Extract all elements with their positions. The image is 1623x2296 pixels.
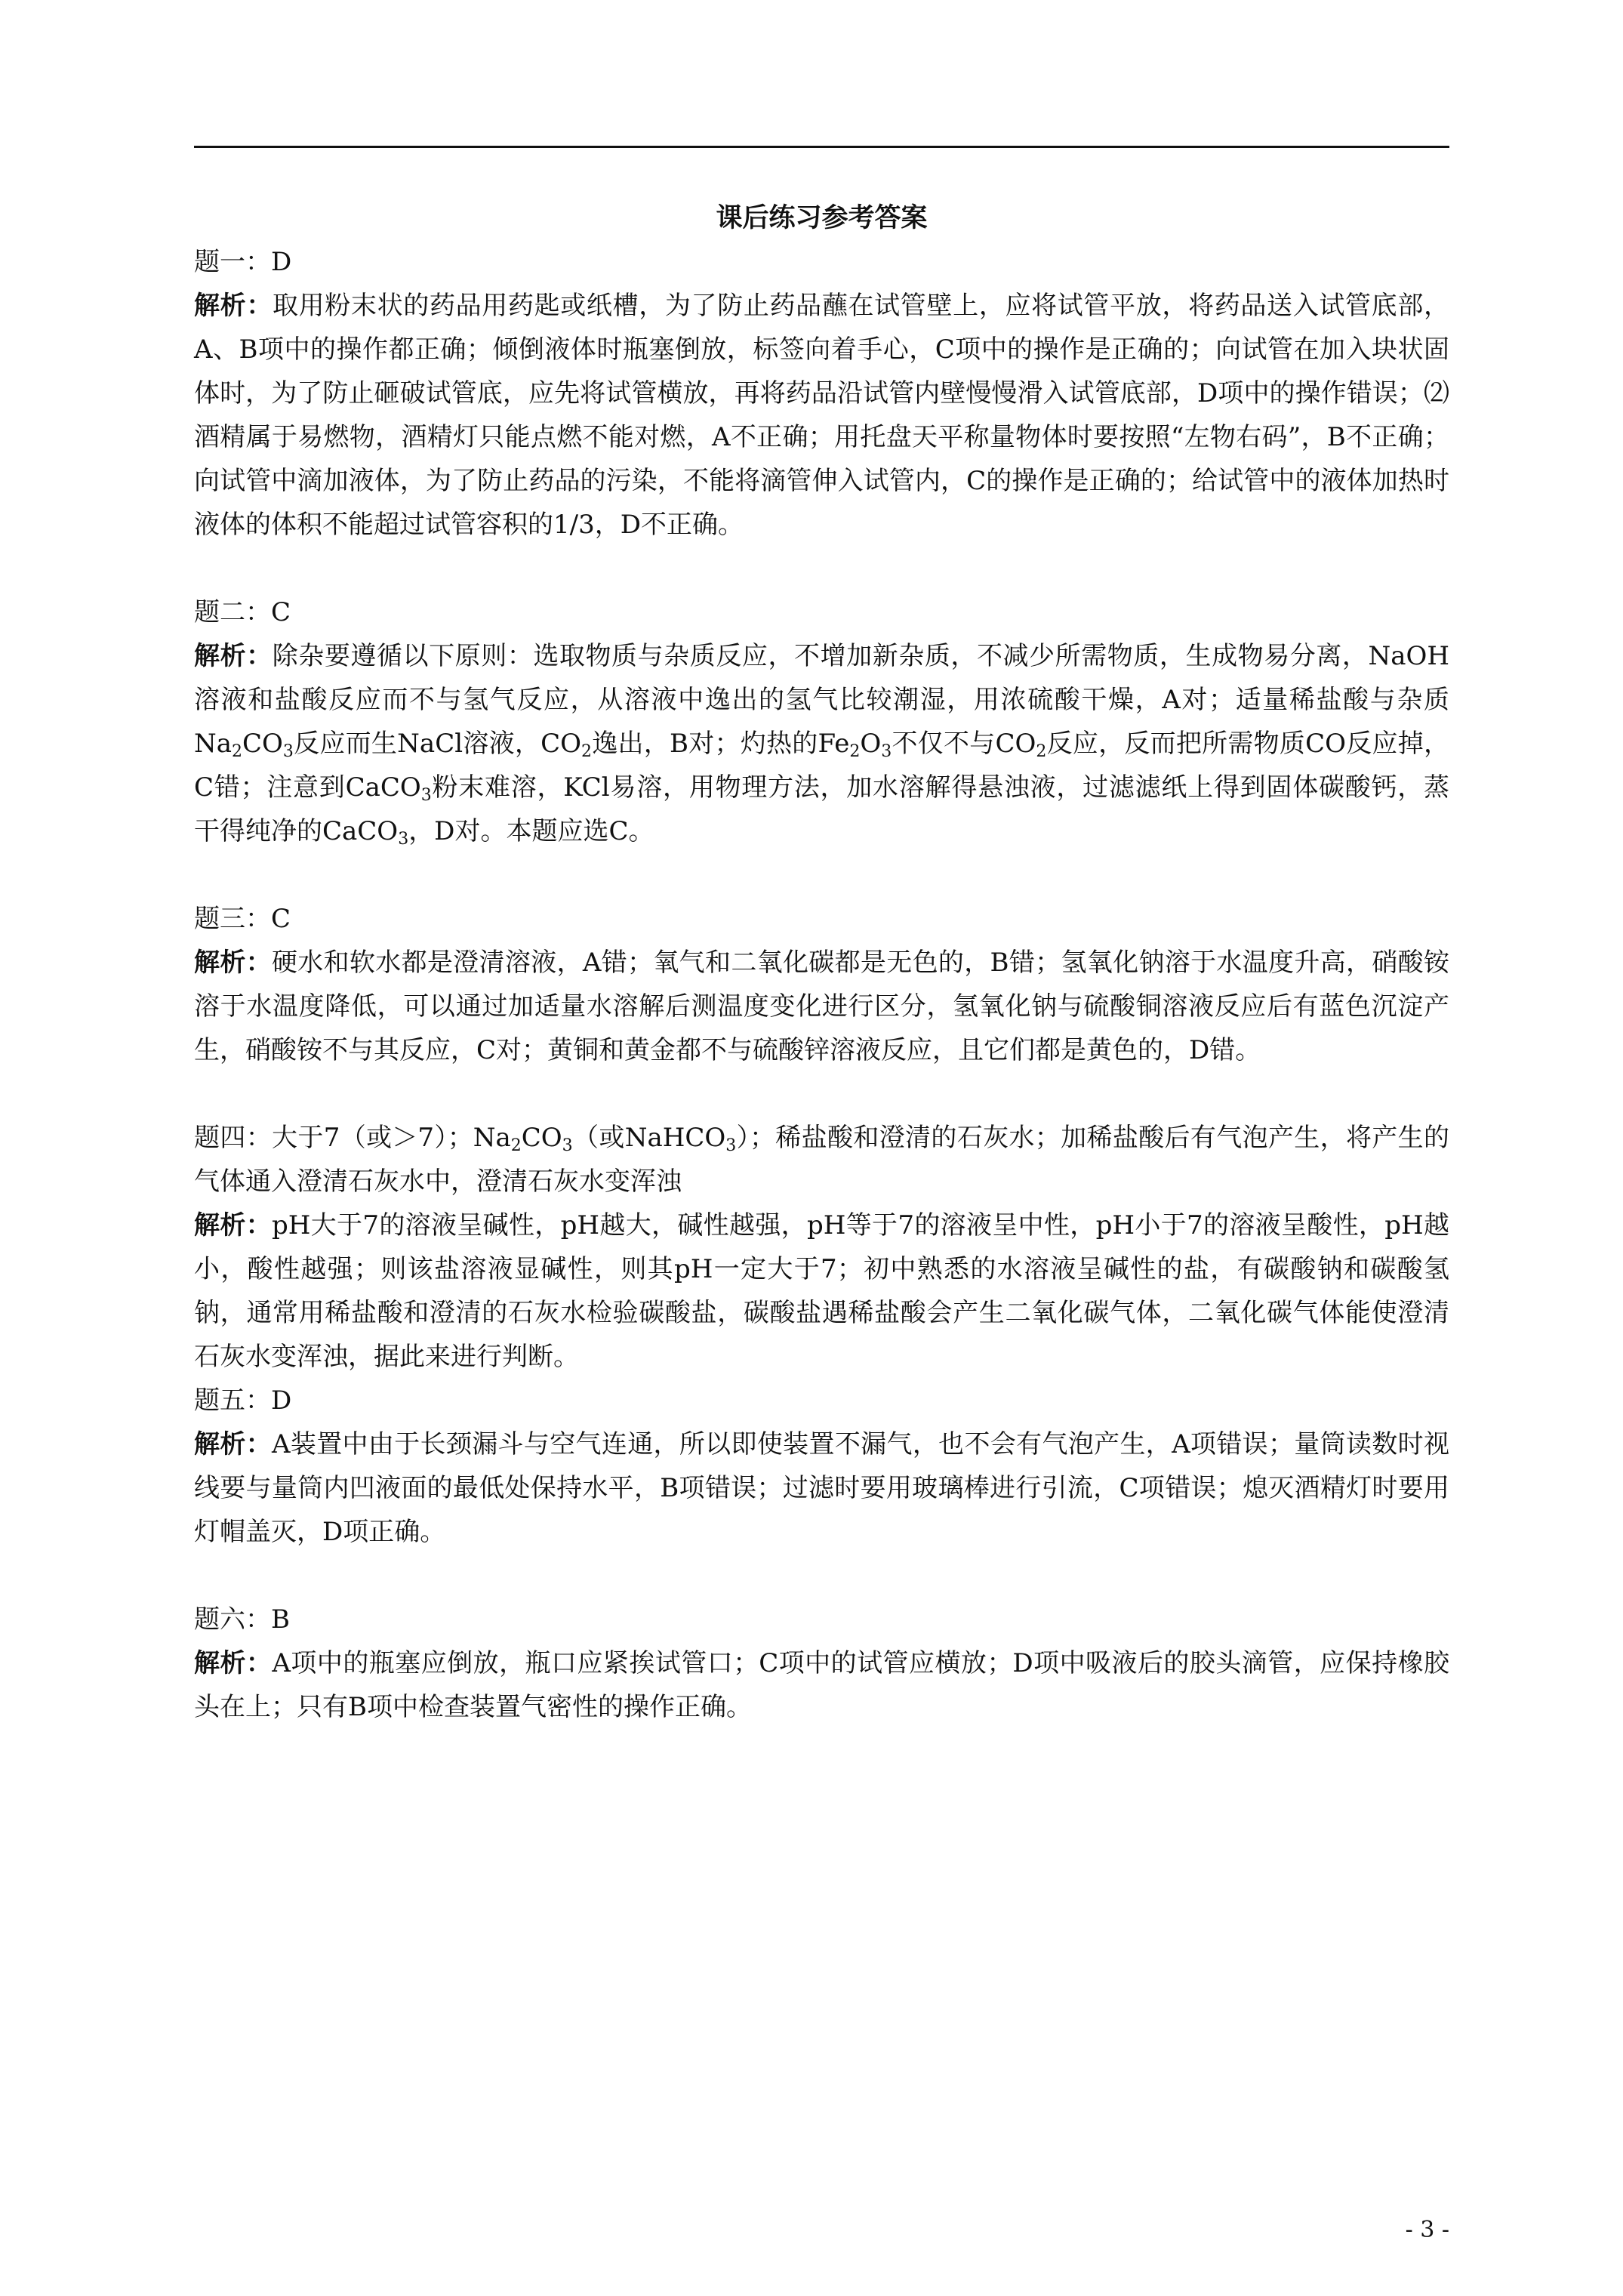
analysis-label: 解析： xyxy=(194,1648,273,1678)
subscript: 2 xyxy=(581,742,592,761)
question-4-answer xyxy=(194,1116,1449,1203)
analysis-label: 解析： xyxy=(194,1429,272,1459)
question-3-analysis-text: 硬水和软水都是澄清溶液，A错；氧气和二氧化碳都是无色的，B错；氢氧化钠溶于水温度升高，硝酸铵溶于水温度降低，可以通过加适量水溶解后测温度变化进行区分，氢氧化钠与硫酸铜溶液反应后有蓝色沉淀产生，硝酸铵不与其反应，C对；黄铜和黄金都不与硫酸锌溶液反应，且它们都是黄色的，D错。 xyxy=(194,948,1449,1065)
question-2-text-part-2: 反应而生NaCl溶液，CO xyxy=(293,729,581,759)
question-6-analysis xyxy=(194,1641,1449,1729)
question-1-analysis xyxy=(194,284,1449,547)
subscript: 3 xyxy=(420,786,432,805)
spacer xyxy=(194,853,1449,897)
question-2-text-part-5: 反应，反而把所需物质CO反应掉，C错；注意到CaCO xyxy=(194,729,1449,803)
analysis-label: 解析： xyxy=(194,291,273,321)
subscript: 3 xyxy=(282,742,294,761)
subscript: 3 xyxy=(725,1136,737,1155)
question-4-answer-part-2: （或NaHCO xyxy=(572,1123,726,1153)
question-3-analysis xyxy=(194,941,1449,1072)
subscript: 2 xyxy=(849,742,861,761)
formula-text: CO xyxy=(242,729,283,759)
question-2-text-part-4: 不仅不与CO xyxy=(892,729,1036,759)
subscript: 3 xyxy=(398,830,409,849)
question-5-analysis-text: A装置中由于长颈漏斗与空气连通，所以即使装置不漏气，也不会有气泡产生，A项错误；量筒读数时视线要与量筒内凹液面的最低处保持水平，B项错误；过滤时要用玻璃棒进行引流，C项错误；熄灭酒精灯时要用灯帽盖灭，D项正确。 xyxy=(194,1429,1450,1547)
subscript: 3 xyxy=(881,742,892,761)
question-6-answer: 题六：B xyxy=(194,1604,290,1635)
subscript: 2 xyxy=(1036,742,1047,761)
answer-content xyxy=(194,196,1449,1729)
page-number: - 3 - xyxy=(1405,2217,1449,2243)
analysis-label: 解析： xyxy=(194,641,273,671)
question-2-text-part-6: 粉末难溶，KCl易溶，用物理方法，加水溶解得悬浊液，过滤滤纸上得到固体碳酸钙，蒸干得纯净的CaCO xyxy=(194,772,1449,846)
question-4-answer-part-3: ）；稀盐酸和澄清的石灰水；加稀盐酸后有气泡产生，将产生的气体通入澄清石灰水中，澄清石灰水变浑浊 xyxy=(194,1123,1449,1197)
spacer xyxy=(194,1554,1449,1598)
question-2-analysis xyxy=(194,634,1449,853)
question-5-answer: 题五：D xyxy=(194,1385,292,1416)
question-4-analysis-text: pH大于7的溶液呈碱性，pH越大，碱性越强，pH等于7的溶液呈中性，pH小于7的溶液呈酸性，pH越小，酸性越强；则该盐溶液显碱性，则其pH一定大于7；初中熟悉的水溶液呈碱性的盐，有碳酸钠和碳酸氢钠，通常用稀盐酸和澄清的石灰水检验碳酸盐，碳酸盐遇稀盐酸会产生二氧化碳气体，二氧化碳气体能使澄清石灰水变浑浊，据此来进行判断。 xyxy=(194,1210,1450,1372)
formula-text: CO xyxy=(521,1123,562,1153)
analysis-label: 解析： xyxy=(194,948,272,978)
question-1-answer: 题一：D xyxy=(194,247,292,277)
header-rule xyxy=(194,146,1449,148)
question-2-text-part-1: 除杂要遵循以下原则：选取物质与杂质反应，不增加新杂质，不减少所需物质，生成物易分离，NaOH溶液和盐酸反应而不与氢气反应，从溶液中逸出的氢气比较潮湿，用浓硫酸干燥，A对；适量稀盐酸与杂质Na xyxy=(194,641,1450,759)
question-5-analysis xyxy=(194,1422,1449,1554)
question-6-analysis-text: A项中的瓶塞应倒放，瓶口应紧挨试管口；C项中的试管应横放；D项中吸液后的胶头滴管，应保持橡胶头在上；只有B项中检查装置气密性的操作正确。 xyxy=(194,1648,1450,1722)
analysis-label: 解析： xyxy=(194,1210,272,1240)
subscript: 3 xyxy=(562,1136,573,1155)
question-2-text-part-3: 逸出，B对；灼热的Fe xyxy=(591,729,850,759)
spacer xyxy=(194,547,1449,590)
question-2-text-part-7: ，D对。本题应选C。 xyxy=(408,816,654,846)
formula-text: O xyxy=(860,729,882,759)
question-1-analysis-text: 取用粉末状的药品用药匙或纸槽，为了防止药品蘸在试管壁上，应将试管平放，将药品送入试管底部，A、B项中的操作都正确；倾倒液体时瓶塞倒放，标签向着手心，C项中的操作是正确的；向试管在加入块状固体时，为了防止砸破试管底，应先将试管横放，再将药品沿试管内壁慢慢滑入试管底部，D项中的操作错误；⑵酒精属于易燃物，酒精灯只能点燃不能对燃，A不正确；用托盘天平称量物体时要按照“左物右码”，B不正确；向试管中滴加液体，为了防止药品的污染，不能将滴管伸入试管内，C的操作是正确的；给试管中的液体加热时液体的体积不能超过试管容积的1/3，D不正确。 xyxy=(194,291,1450,540)
question-4-analysis xyxy=(194,1203,1449,1379)
question-3-answer: 题三：C xyxy=(194,904,291,934)
spacer xyxy=(194,1072,1449,1116)
subscript: 2 xyxy=(510,1136,522,1155)
question-4-answer-part-1: 题四：大于7（或＞7）；Na xyxy=(194,1123,511,1153)
page-title: 课后练习参考答案 xyxy=(716,203,928,233)
question-2-answer: 题二：C xyxy=(194,597,291,627)
subscript: 2 xyxy=(232,742,243,761)
